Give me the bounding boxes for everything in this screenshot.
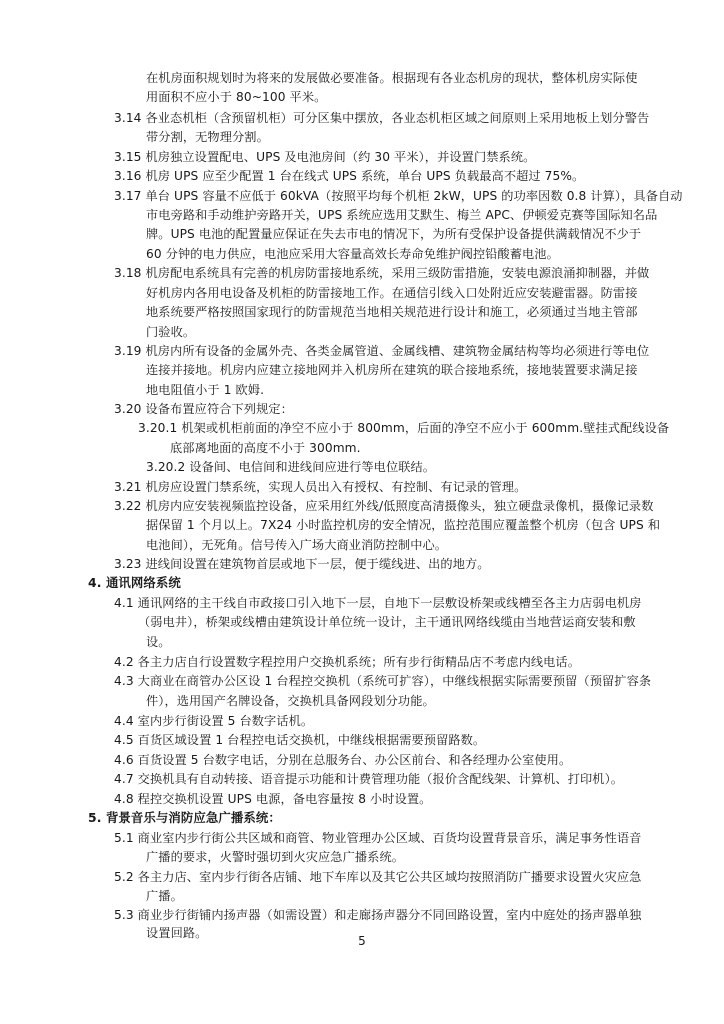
text-line: 60 分钟的电力供应，电池应采用大容量高效长寿命免维护阀控铅酸蓄电池。 (146, 247, 559, 261)
text-line: 3.23 进线间设置在建筑物首层或地下一层，便于缆线进、出的地方。 (114, 557, 490, 571)
text-line: （弱电井），桥架或线槽由建筑设计单位统一设计，主干通讯网络线缆由当地营运商安装和敷 (138, 615, 636, 629)
text-line: 3.17 单台 UPS 容量不应低于 60kVA（按照平均每个机柜 2kW，UPS 的功率因数 0.8 计算），具备自动 (114, 189, 683, 203)
text-line: 牌。UPS 电池的配置量应保证在失去市电的情况下，为所有受保护设备提供满载情况不少于 (146, 227, 642, 241)
text-line: 3.20 设备布置应符合下列规定： (114, 402, 293, 416)
text-line: 3.22 机房内应安装视频监控设备，应采用红外线/低照度高清摄像头，独立硬盘录像机，摄像记录数 (114, 499, 654, 513)
text-line: 带分割，无物理分割。 (146, 130, 269, 144)
text-line: 市电旁路和手动维护旁路开关，UPS 系统应选用艾默生、梅兰 APC、伊顿爱克赛等国际知名品 (146, 208, 658, 222)
text-line: 5.1 商业室内步行街公共区域和商管、物业管理办公区域、百货均设置背景音乐，满足事务性语音 (114, 831, 642, 845)
text-line: 广播的要求，火警时强切到火灾应急广播系统。 (146, 850, 405, 864)
text-line: 3.20.2 设备间、电信间和进线间应进行等电位联结。 (146, 460, 436, 474)
text-line: 4.3 大商业在商管办公区设 1 台程控交换机（系统可扩容），中继线根据实际需要预留（预留扩容条 (114, 674, 652, 688)
text-line: 3.18 机房配电系统具有完善的机房防雷接地系统，采用三级防雷措施，安装电源浪涌抑制器，并做 (114, 266, 650, 280)
section-heading: 4. 通讯网络系统 (88, 575, 181, 590)
text-line: 4.6 百货设置 5 台数字电话，分别在总服务台、办公区前台、和各经理办公室使用。 (114, 753, 572, 767)
text-line: 地系统要严格按照国家现行的防雷规范当地相关规范进行设计和施工，必须通过当地主管部 (146, 305, 638, 319)
text-line: 4.7 交换机具有自动转接、语音提示功能和计费管理功能（报价含配线架、计算机、打印机）。 (114, 772, 624, 786)
text-line: 门验收。 (146, 325, 196, 339)
text-line: 设。 (146, 635, 171, 649)
text-line: 用面积不应小于 80~100 平米。 (146, 90, 327, 104)
text-line: 3.21 机房应设置门禁系统，实现人员出入有授权、有控制、有记录的管理。 (114, 480, 527, 494)
text-line: 好机房内各用电设备及机柜的防雷接地工作。在通信引线入口处附近应安装避雷器。防雷接 (146, 286, 638, 300)
text-line: 在机房面积规划时为将来的发展做必要准备。根据现有各业态机房的现状，整体机房实际使 (146, 71, 638, 85)
text-line: 3.16 机房 UPS 应至少配置 1 台在线式 UPS 系统，单台 UPS 负载最高不超过 75%。 (114, 169, 585, 183)
page-number: 5 (358, 934, 366, 948)
text-line: 4.2 各主力店自行设置数字程控用户交换机系统；所有步行街精品店不考虑内线电话。 (114, 655, 581, 669)
text-line: 3.15 机房独立设置配电、UPS 及电池房间（约 30 平米），并设置门禁系统。 (114, 150, 536, 164)
text-line: 地电阻值小于 1 欧姆. (146, 383, 265, 397)
text-line: 设置回路。 (146, 926, 208, 940)
text-line: 底部离地面的高度不小于 300mm. (170, 441, 361, 455)
text-line: 连接并接地。机房内应建立接地网并入机房所在建筑的联合接地系统，接地装置要求满足接 (146, 363, 638, 377)
section-heading: 5. 背景音乐与消防应急广播系统： (88, 810, 281, 825)
text-line: 4.5 百货区域设置 1 台程控电话交换机，中继线根据需要预留路数。 (114, 733, 486, 747)
text-line: 5.2 各主力店、室内步行街各店铺、地下车库以及其它公共区域均按照消防广播要求设置火灾应急 (114, 870, 642, 884)
text-line: 据保留 1 个月以上。7X24 小时监控机房的安全情况，监控范围应覆盖整个机房（包含 UPS 和 (146, 518, 661, 532)
text-line: 5.3 商业步行街铺内扬声器（如需设置）和走廊扬声器分不同回路设置，室内中庭处的扬声器单独 (114, 908, 642, 922)
text-line: 4.1 通讯网络的主干线自市政接口引入地下一层，自地下一层敷设桥架或线槽至各主力店弱电机房 (114, 596, 642, 610)
text-line: 3.20.1 机架或机柜前面的净空不应小于 800mm，后面的净空不应小于 600mm.壁挂式配线设备 (138, 421, 670, 435)
text-line: 4.4 室内步行街设置 5 台数字话机。 (114, 714, 314, 728)
text-line: 电池间），无死角。信号传入广场大商业消防控制中心。 (146, 538, 448, 552)
text-line: 广播。 (146, 889, 183, 903)
text-line: 件），选用国产名牌设备，交换机具备网段划分功能。 (146, 694, 435, 708)
text-line: 4.8 程控交换机设置 UPS 电源，备电容量按 8 小时设置。 (114, 792, 432, 806)
text-line: 3.19 机房内所有设备的金属外壳、各类金属管道、金属线槽、建筑物金属结构等均必须进行等电位 (114, 344, 650, 358)
text-line: 3.14 各业态机柜（含预留机柜）可分区集中摆放，各业态机柜区域之间原则上采用地板上划分警告 (114, 111, 650, 125)
